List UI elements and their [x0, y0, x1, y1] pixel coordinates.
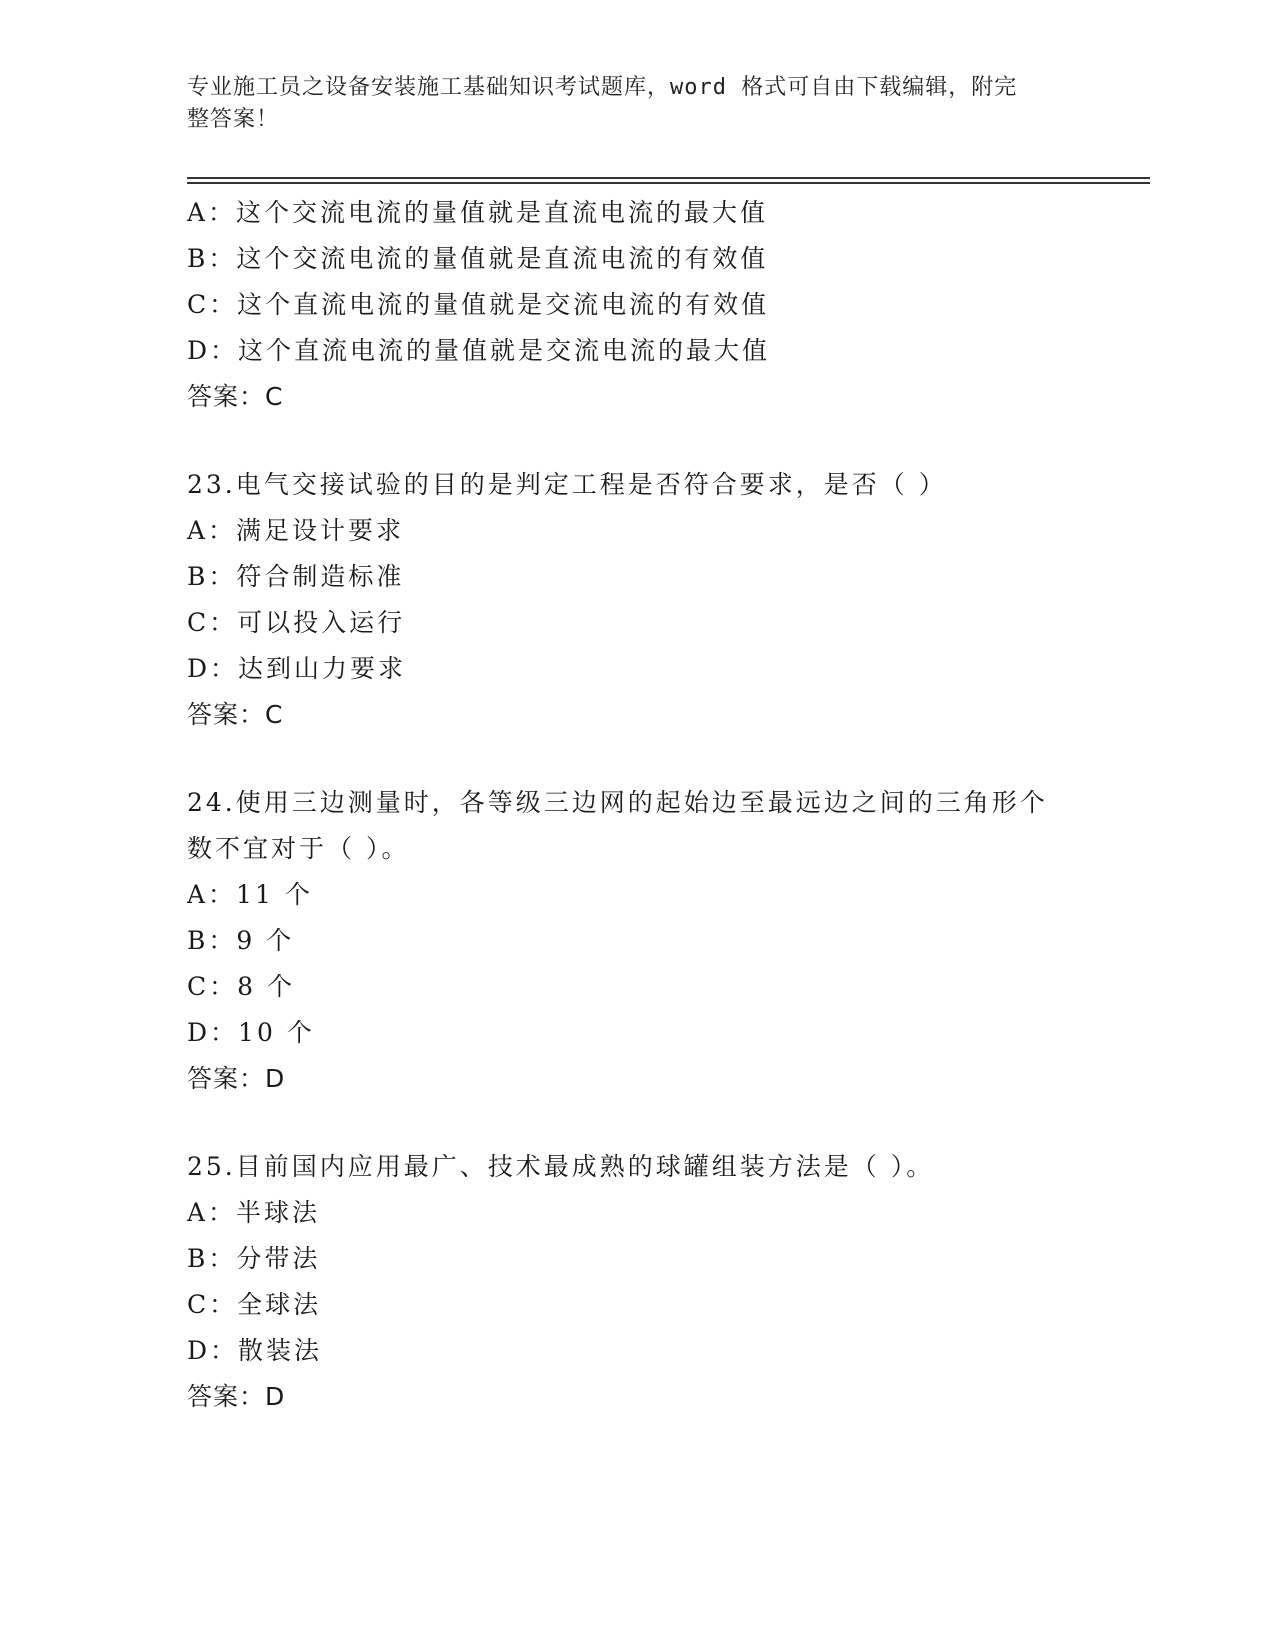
question-25 [187, 1144, 1087, 1420]
question-23 [187, 462, 1087, 738]
question-stem-line-1: 24.使用三边测量时，各等级三边网的起始边至最远边之间的三角形个 [187, 788, 1048, 817]
option-d: D：散装法 [187, 1336, 323, 1365]
option-b: B：符合制造标准 [187, 562, 405, 591]
question-stem: 23.电气交接试验的目的是判定工程是否符合要求，是否（ ） [187, 470, 947, 499]
option-d: D：达到山力要求 [187, 654, 407, 683]
option-b: B：分带法 [187, 1244, 321, 1273]
header-divider-top [187, 177, 1150, 179]
answer-line: 答案：D [187, 1382, 286, 1411]
header-divider-bottom [187, 182, 1150, 184]
question-stem: 25.目前国内应用最广、技术最成熟的球罐组装方法是（ ）。 [187, 1152, 935, 1181]
option-c: C：8 个 [187, 972, 295, 1001]
option-b: B：这个交流电流的量值就是直流电流的有效值 [187, 244, 769, 273]
option-a: A：11 个 [187, 880, 313, 909]
answer-line: 答案：C [187, 700, 284, 729]
question-22-continued [187, 190, 1087, 420]
option-a: A：半球法 [187, 1198, 321, 1227]
document-header [187, 72, 1067, 136]
option-c: C：可以投入运行 [187, 608, 406, 637]
option-a: A：这个交流电流的量值就是直流电流的最大值 [187, 198, 769, 227]
option-c: C：全球法 [187, 1290, 322, 1319]
option-a: A：满足设计要求 [187, 516, 405, 545]
option-b: B：9 个 [187, 926, 295, 955]
answer-line: 答案：C [187, 382, 284, 411]
header-line-2: 整答案！ [187, 107, 280, 132]
question-stem-line-2: 数不宜对于（ ）。 [187, 834, 410, 863]
question-list [187, 190, 1087, 1420]
option-c: C：这个直流电流的量值就是交流电流的有效值 [187, 290, 770, 319]
option-d: D：这个直流电流的量值就是交流电流的最大值 [187, 336, 771, 365]
answer-line: 答案：D [187, 1064, 286, 1093]
question-24 [187, 780, 1087, 1102]
option-d: D：10 个 [187, 1018, 315, 1047]
header-line-1: 专业施工员之设备安装施工基础知识考试题库，word 格式可自由下载编辑，附完 [187, 75, 1018, 100]
